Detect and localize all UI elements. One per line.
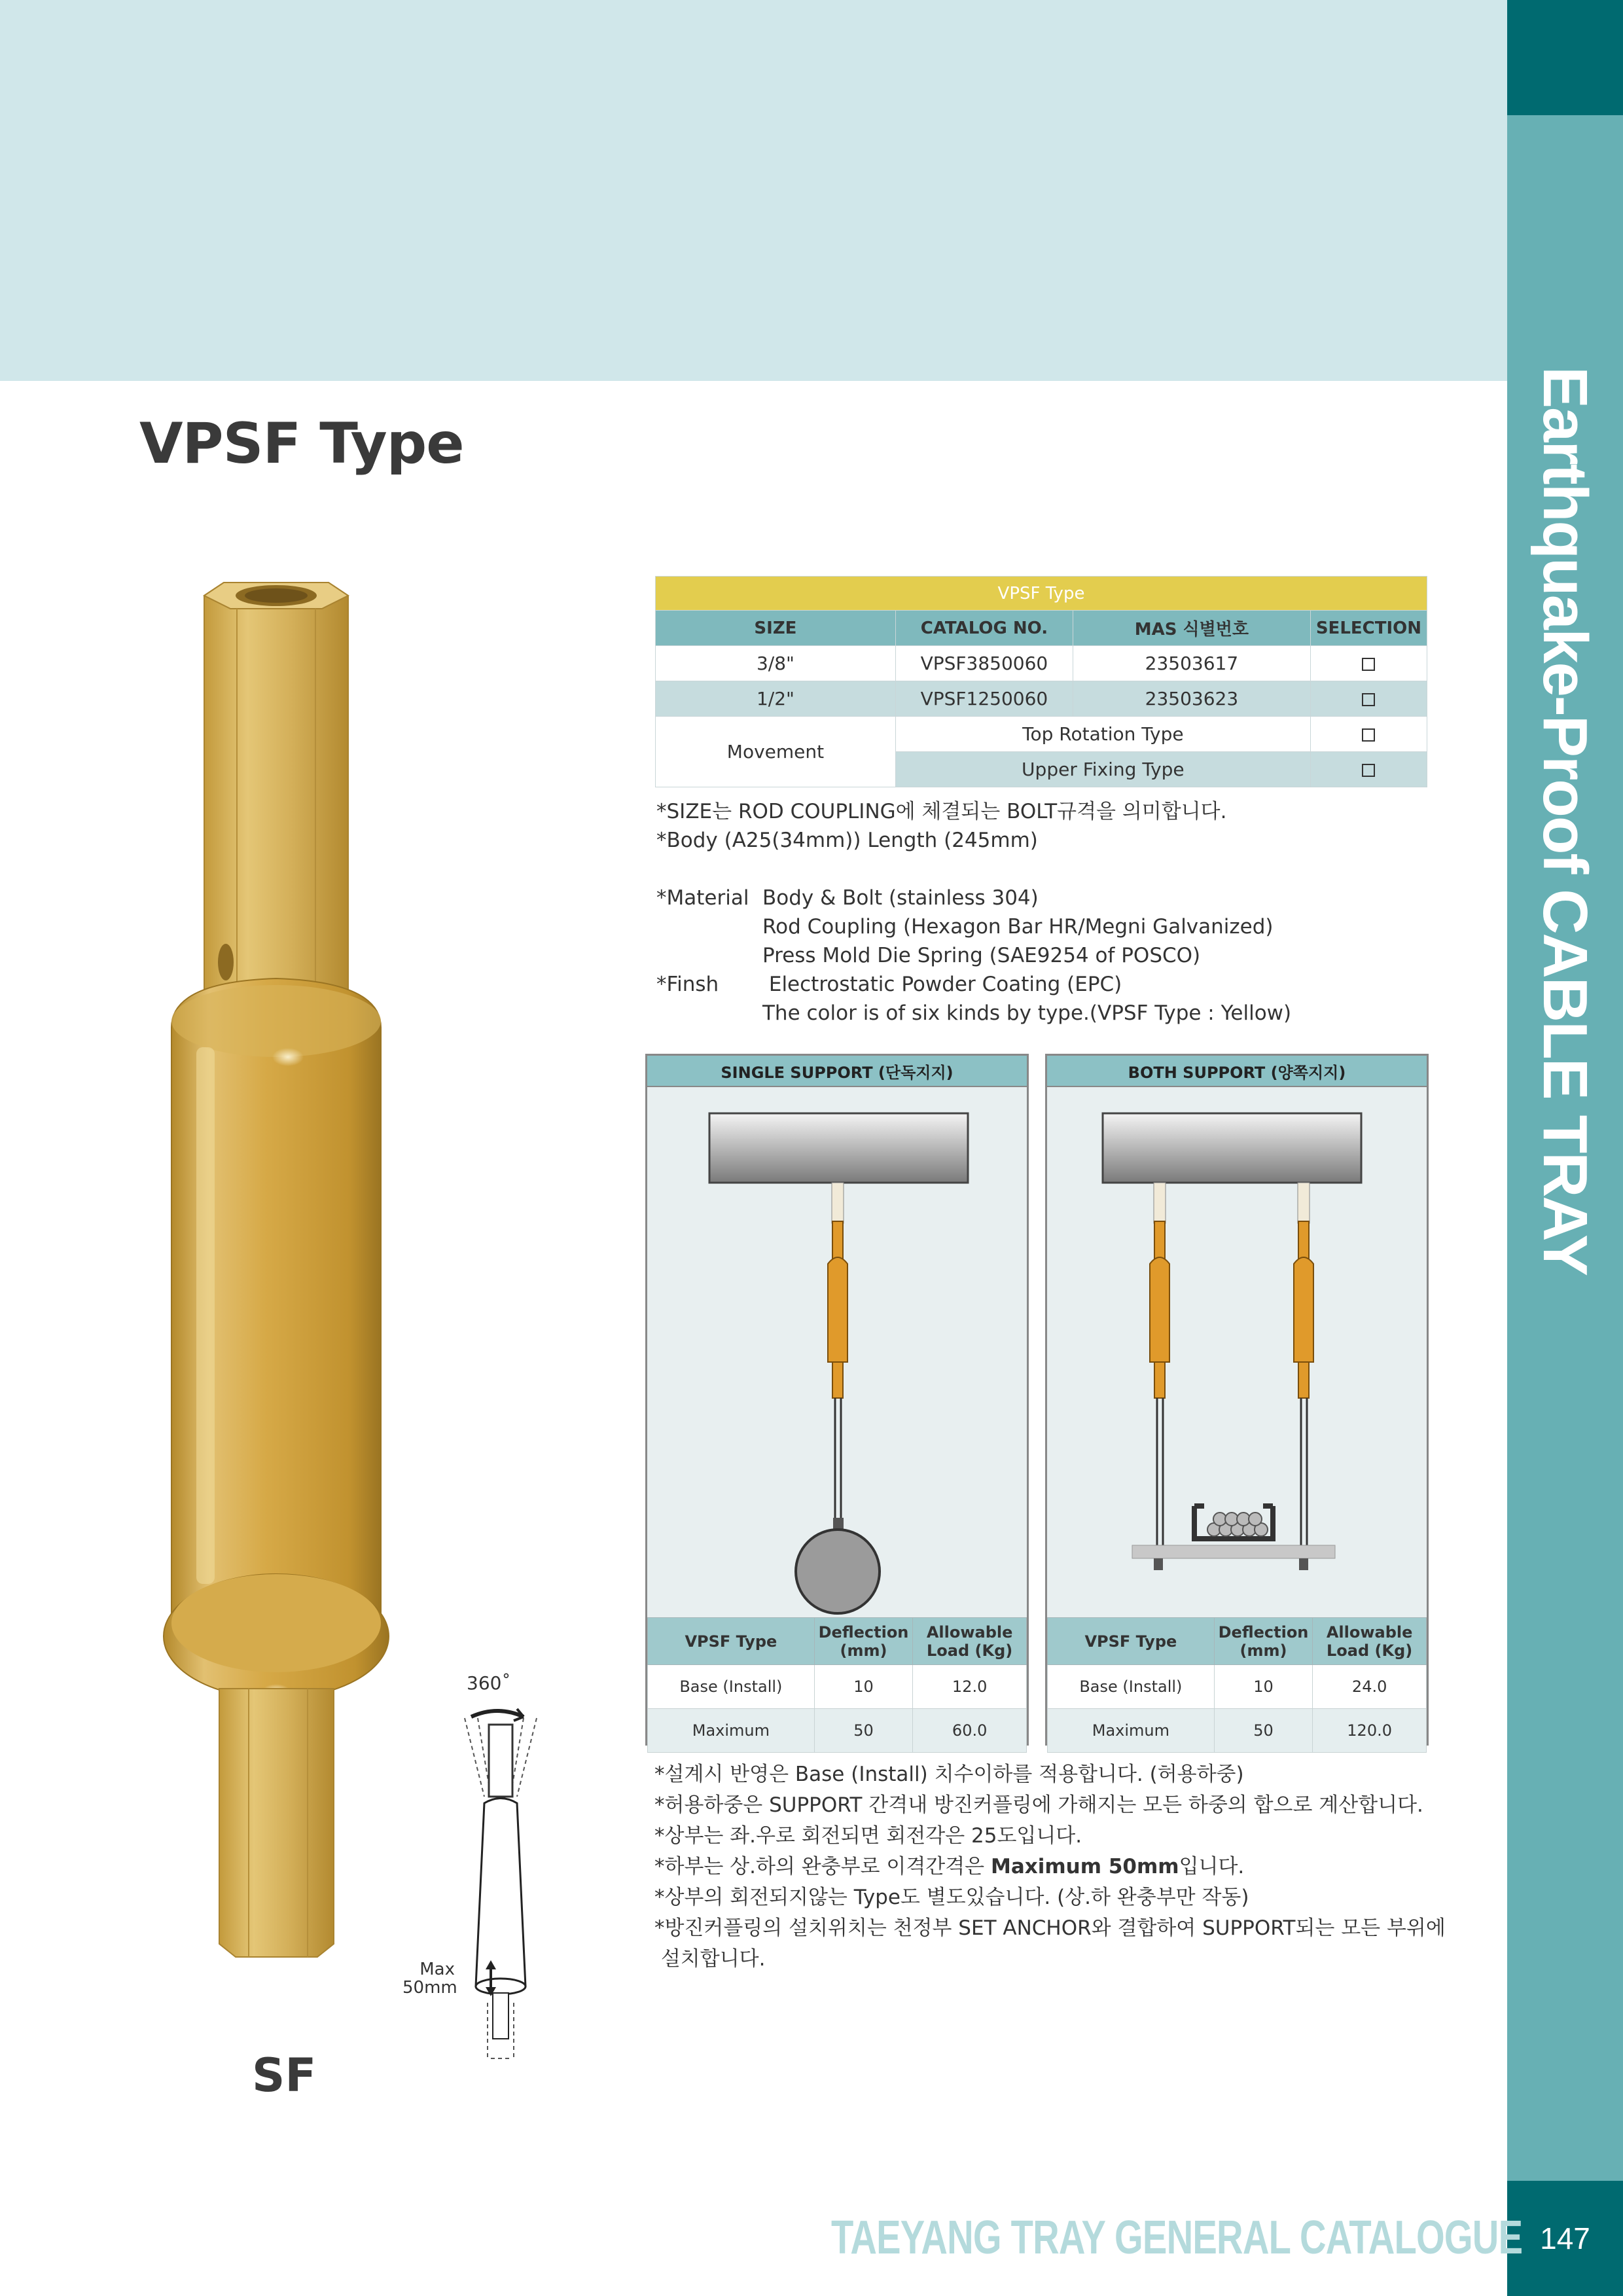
selection-checkbox[interactable] <box>1362 764 1375 777</box>
spec-table-title: VPSF Type <box>656 577 1427 611</box>
selection-checkbox[interactable] <box>1362 728 1375 742</box>
col-selection: SELECTION <box>1310 611 1427 646</box>
spec-notes: *SIZE는 ROD COUPLING에 체결되는 BOLT규격을 의미합니다. *Body (A25(34mm)) Length (245mm) *Material Body & Bolt (stainless 304) Rod Coupling (Hexagon Bar HR/Megni Galvanized) Press Mold Die Spring (SAE9254 of POSCO) *Finsh Electrostatic Powder Coating (EPC) The color is of six kinds by type.(VPSF Type : Yellow) <box>656 800 1292 1025</box>
single-support-table: VPSF Type Deflection (mm) Allowable Load (Kg) Base (Install) 10 12.0 Maximum 50 60.0 <box>647 1617 1027 1753</box>
panel-title: SINGLE SUPPORT (단독지지) <box>647 1056 1027 1087</box>
col-size: SIZE <box>656 611 896 646</box>
rotation-illustration <box>402 1672 566 2065</box>
rotation-label: 360˚ <box>467 1672 511 1694</box>
table-row: Maximum 50 60.0 <box>648 1709 1027 1753</box>
single-support-diagram <box>647 1087 1027 1617</box>
spec-table <box>655 576 1427 787</box>
col-mas: MAS 식별번호 <box>1073 611 1310 646</box>
side-tab-top <box>1507 0 1623 115</box>
table-row: Upper Fixing Type <box>656 752 1427 787</box>
page-number: 147 <box>1507 2181 1623 2296</box>
max-travel-label: Max 50mm <box>402 1960 457 1998</box>
panel-title: BOTH SUPPORT (양쪽지지) <box>1047 1056 1427 1087</box>
both-support-table: VPSF Type Deflection (mm) Allowable Load (Kg) Base (Install) 10 24.0 Maximum 50 120.0 <box>1047 1617 1427 1753</box>
page-title: VPSF Type <box>139 411 464 476</box>
table-row: Base (Install) 10 24.0 <box>1048 1665 1427 1709</box>
movement-label: Movement <box>656 717 896 787</box>
single-support-panel <box>645 1054 1029 1746</box>
table-row: 1/2" VPSF1250060 23503623 <box>656 681 1427 717</box>
catalogue-footer: TAEYANG TRAY GENERAL CATALOGUE <box>831 2212 1523 2264</box>
both-support-diagram <box>1047 1087 1427 1617</box>
table-row: Movement Top Rotation Type <box>656 717 1427 752</box>
table-row: Maximum 50 120.0 <box>1048 1709 1427 1753</box>
side-title: Earthquake-Proof CABLE TRAY <box>1530 367 1600 1275</box>
table-row: 3/8" VPSF3850060 23503617 <box>656 646 1427 681</box>
selection-checkbox[interactable] <box>1362 658 1375 671</box>
product-label: SF <box>252 2049 317 2102</box>
both-support-panel <box>1045 1054 1429 1746</box>
product-illustration <box>151 576 412 1964</box>
col-catalog: CATALOG NO. <box>895 611 1073 646</box>
top-band <box>0 0 1507 381</box>
remarks: *설계시 반영은 Base (Install) 치수이하를 적용합니다. (허용하중) *허용하중은 SUPPORT 간격내 방진커플링에 가해지는 모든 하중의 합으로 계산합니다. *상부는 좌.우로 회전되면 회전각은 25도입니다. *하부는 상.하의 완충부로 이격간격은 Maximum 50mm입니다. *상부의 회전되지않는 Type도 별도있습니다. (상.하 완충부만 작동) *방진커플링의 설치위치는 천정부 SET ANCHOR와 결합하여 SUPPORT되는 모든 부위에 설치합니다. <box>654 1763 1446 1971</box>
table-row: Base (Install) 10 12.0 <box>648 1665 1027 1709</box>
selection-checkbox[interactable] <box>1362 693 1375 706</box>
